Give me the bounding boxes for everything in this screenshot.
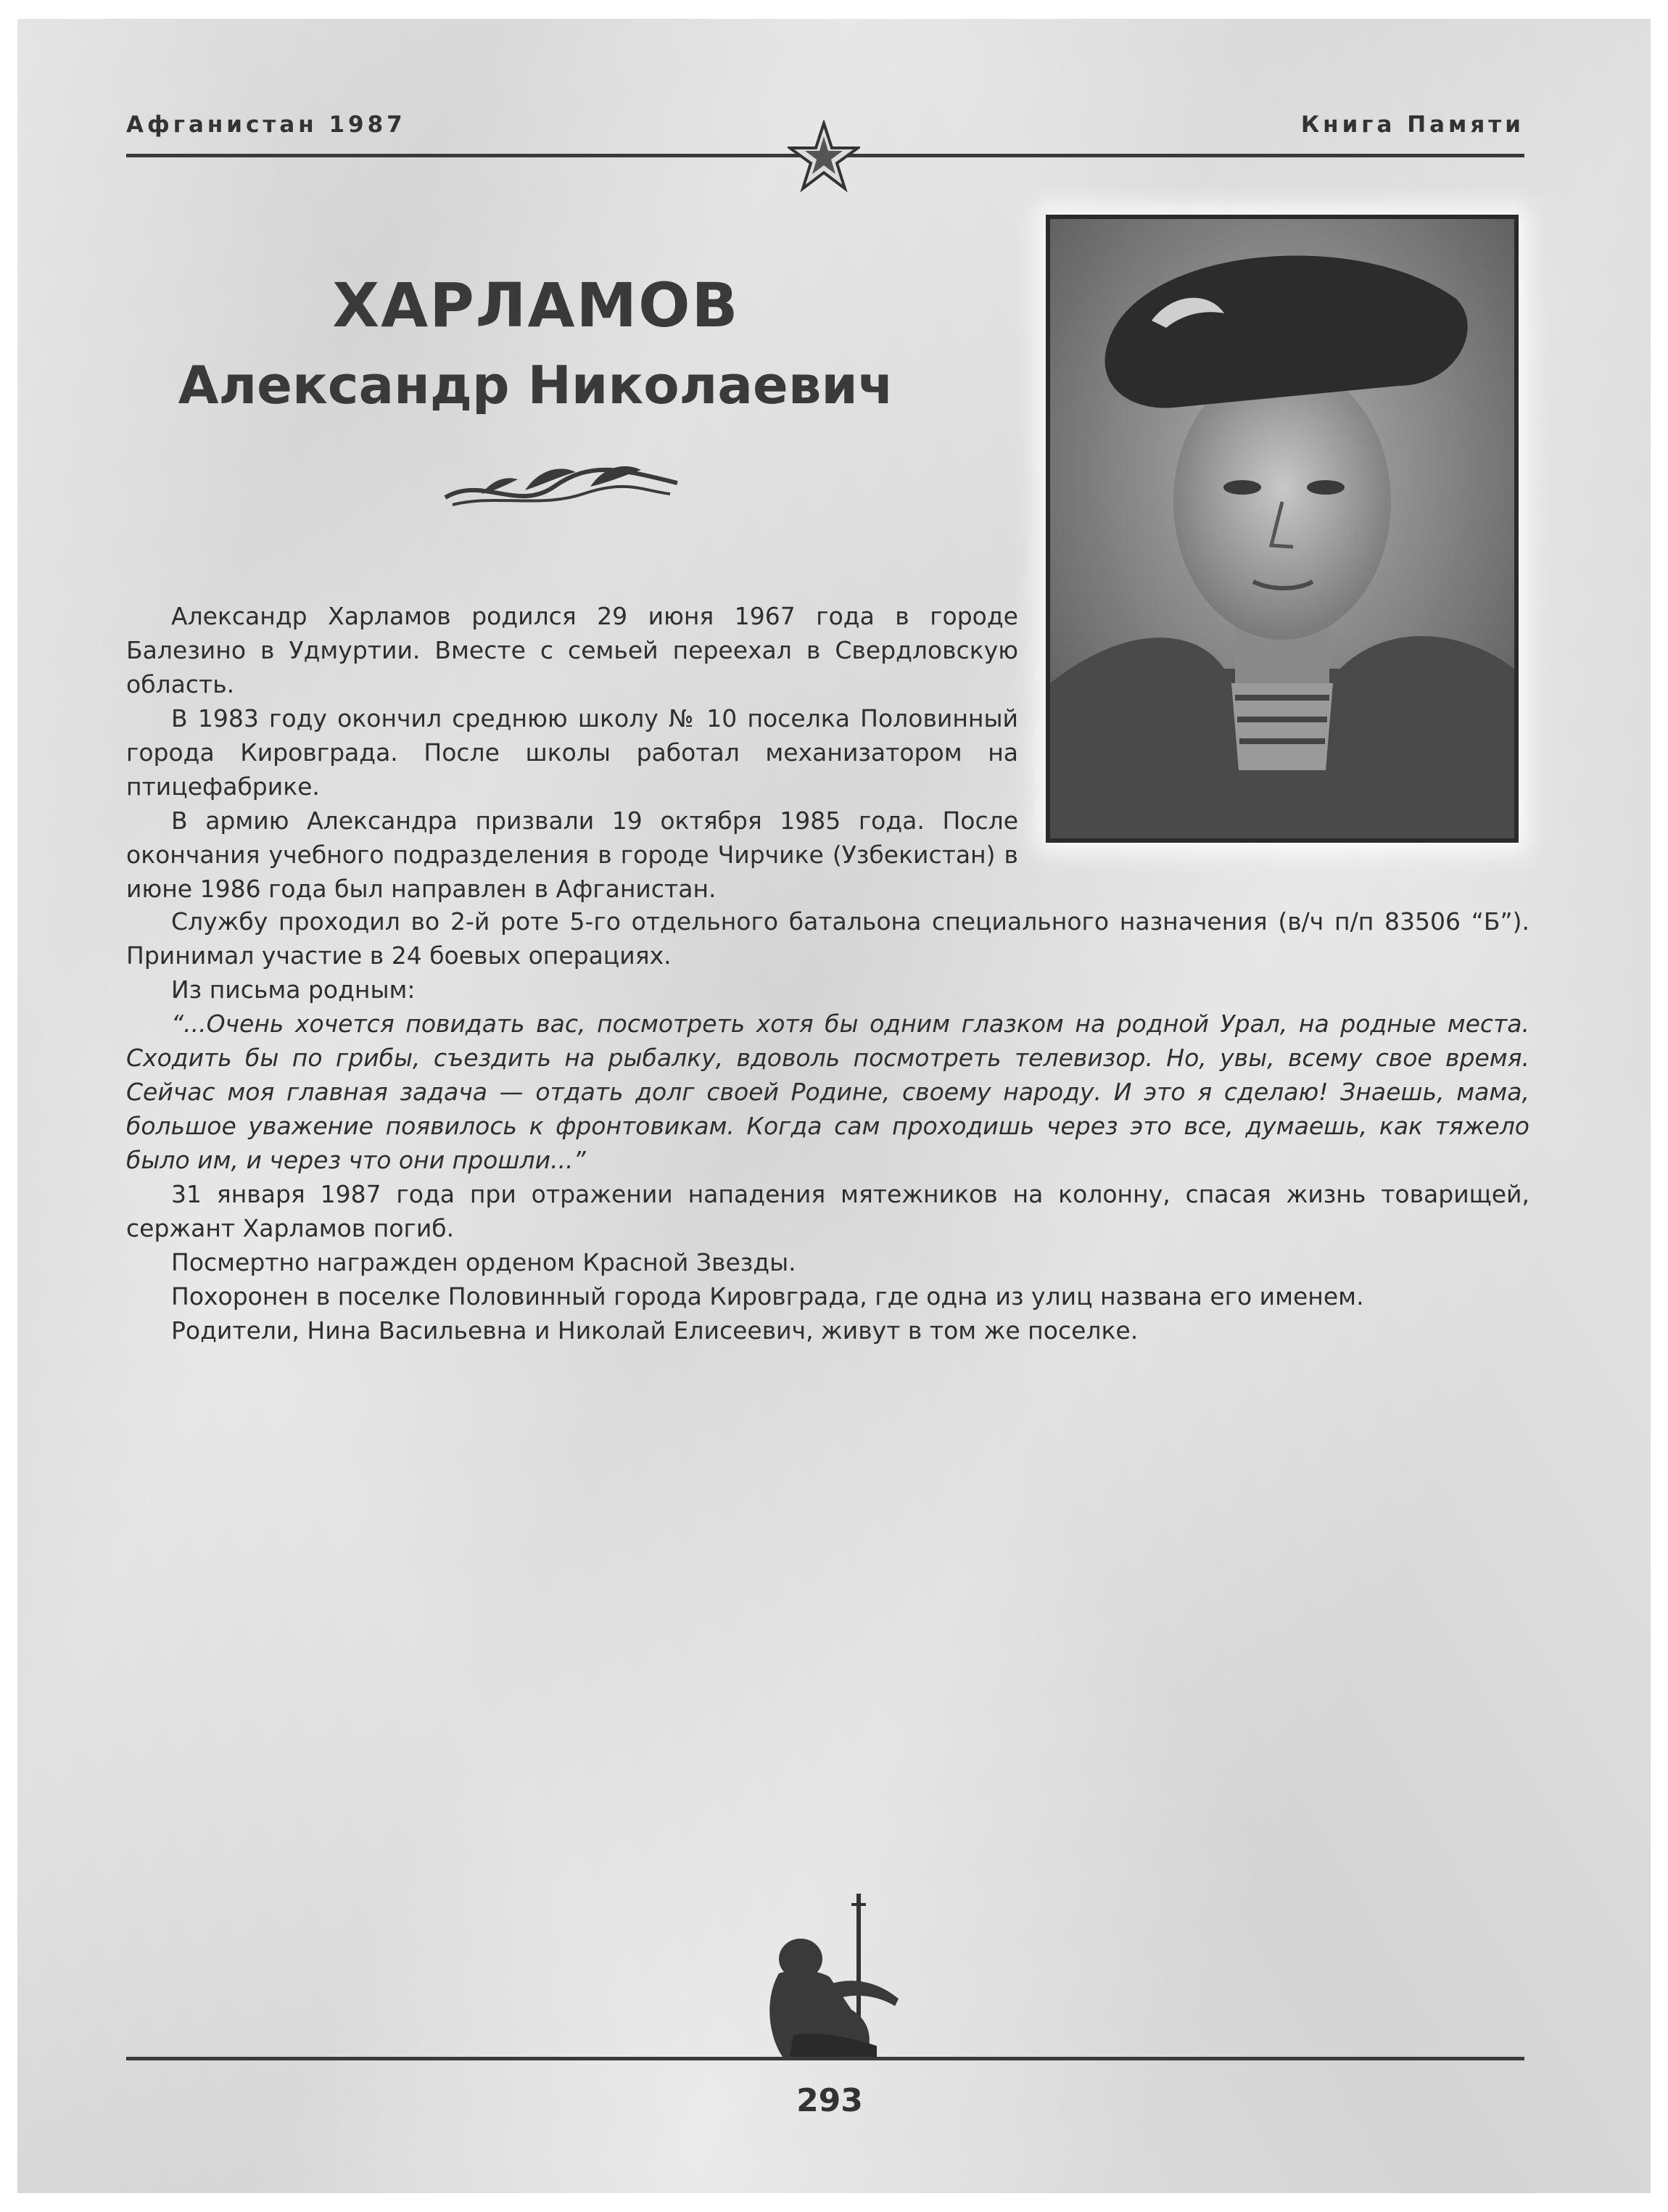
paragraph: В армию Александра призвали 19 октября 1985 года. После окончания учебного подразделения в городе Чирчике (Узбекистан) в июне 1986 года был направлен в Афганистан. bbox=[126, 806, 1018, 903]
footer-rule bbox=[126, 2057, 1524, 2060]
star-icon bbox=[788, 120, 860, 193]
decorative-flourish-icon bbox=[438, 454, 685, 519]
biography-text-wide bbox=[126, 904, 1529, 1348]
biography-text-narrow bbox=[126, 599, 1018, 906]
portrait-photo bbox=[1046, 215, 1519, 843]
paragraph: Службу проходил во 2-й роте 5-го отдельного батальона специального назначения (в/ч п/п 83506 “Б”). Принимал участие в 24 боевых операциях. bbox=[126, 907, 1529, 970]
letter-quote: “...Очень хочется повидать вас, посмотреть хотя бы одним глазком на родной Урал, на родные места. Сходить бы по грибы, съездить на рыбалку, вдоволь посмотреть телевизор. Но, увы, всему свое время. Сейчас моя главная задача — отдать долг своей Родине, своему народу. И это я сделаю! Знаешь, мама, большое уважение появилось к фронтовикам. Когда сам проходишь через это все, думаешь, как тяжело было им, и через что они прошли...” bbox=[126, 1010, 1529, 1174]
given-names: Александр Николаевич bbox=[178, 355, 894, 416]
book-page bbox=[17, 19, 1651, 2193]
running-header-left: Афганистан 1987 bbox=[126, 112, 406, 138]
person-title bbox=[126, 265, 946, 425]
paragraph: Похоронен в поселке Половинный города Кировграда, где одна из улиц названа его именем. bbox=[171, 1282, 1364, 1311]
surname: ХАРЛАМОВ bbox=[332, 270, 740, 341]
paragraph: Посмертно награжден орденом Красной Звезды. bbox=[171, 1248, 796, 1276]
paragraph: Родители, Нина Васильевна и Николай Елисеевич, живут в том же поселке. bbox=[171, 1316, 1139, 1345]
paragraph: 31 января 1987 года при отражении нападения мятежников на колонну, спасая жизнь товарищей, сержант Харламов погиб. bbox=[126, 1180, 1529, 1242]
running-header-right: Книга Памяти bbox=[1300, 112, 1524, 138]
paragraph: В 1983 году окончил среднюю школу № 10 поселка Половинный города Кировграда. После школы работал механизатором на птицефабрике. bbox=[126, 704, 1018, 801]
seated-soldier-with-rifle-icon bbox=[750, 1890, 917, 2064]
page-number: 293 bbox=[796, 2082, 863, 2119]
paragraph: Из письма родным: bbox=[171, 975, 416, 1004]
paragraph: Александр Харламов родился 29 июня 1967 года в городе Балезино в Удмуртии. Вместе с семьей переехал в Свердловскую область. bbox=[126, 602, 1018, 698]
portrait-photo-soldier-in-beret bbox=[1050, 219, 1514, 838]
